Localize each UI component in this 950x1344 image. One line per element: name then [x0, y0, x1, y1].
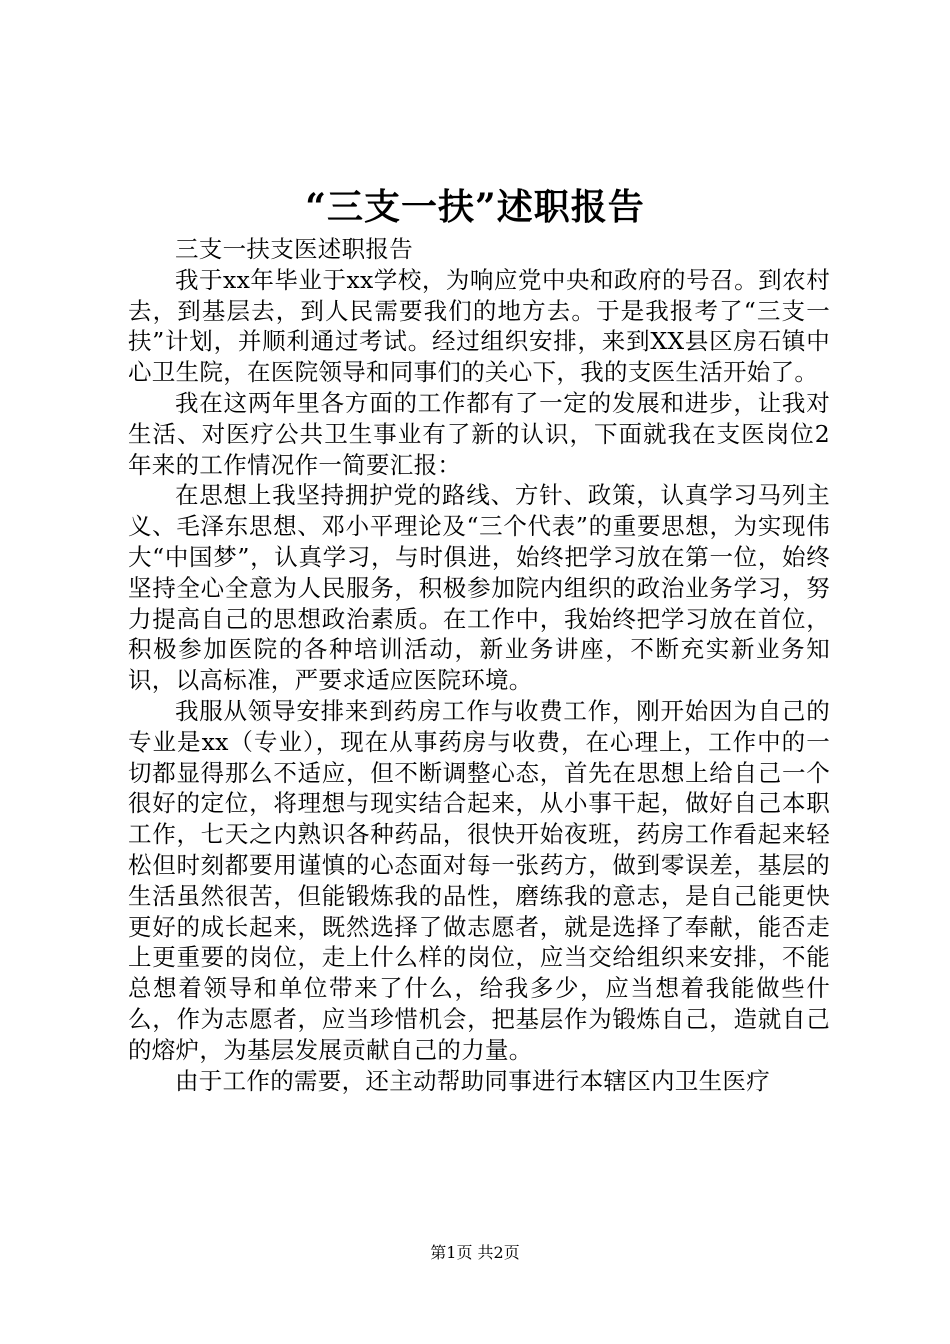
paragraph: 我于xx年毕业于xx学校，为响应党中央和政府的号召。到农村去，到基层去，到人民需要我们的地方去。于是我报考了“三支一扶”计划，并顺利通过考试。经过组织安排，来到XX县区房石镇中心卫生院，在医院领导和同事们的关心下，我的支医生活开始了。 [128, 265, 830, 387]
paragraph: 在思想上我坚持拥护党的路线、方针、政策，认真学习马列主义、毛泽东思想、邓小平理论及“三个代表”的重要思想，为实现伟大“中国梦”，认真学习，与时俱进，始终把学习放在第一位，始终坚持全心全意为人民服务，积极参加院内组织的政治业务学习，努力提高自己的思想政治素质。在工作中，我始终把学习放在首位，积极参加医院的各种培训活动，新业务讲座，不断充实新业务知识，以高标准，严要求适应医院环境。 [128, 481, 830, 695]
paragraph: 由于工作的需要，还主动帮助同事进行本辖区内卫生医疗 [175, 1066, 770, 1095]
page-number-footer: 第1页 共2页 [430, 1243, 520, 1262]
paragraph-subtitle: 三支一扶支医述职报告 [175, 235, 413, 263]
document-body [128, 234, 830, 1096]
document-title: “三支一扶”述职报告 [305, 186, 645, 228]
paragraph: 我在这两年里各方面的工作都有了一定的发展和进步，让我对生活、对医疗公共卫生事业有了新的认识，下面就我在支医岗位2年来的工作情况作一简要汇报： [128, 388, 830, 479]
paragraph: 我服从领导安排来到药房工作与收费工作，刚开始因为自己的专业是xx（专业），现在从事药房与收费，在心理上，工作中的一切都显得那么不适应，但不断调整心态，首先在思想上给自己一个很好的定位，将理想与现实结合起来，从小事干起，做好自己本职工作，七天之内熟识各种药品，很快开始夜班，药房工作看起来轻松但时刻都要用谨慎的心态面对每一张药方，做到零误差，基层的生活虽然很苦，但能锻炼我的品性，磨练我的意志，是自己能更快更好的成长起来，既然选择了做志愿者，就是选择了奉献，能否走上更重要的岗位，走上什么样的岗位，应当交给组织来安排，不能总想着领导和单位带来了什么，给我多少，应当想着我能做些什么，作为志愿者，应当珍惜机会，把基层作为锻炼自己，造就自己的熔炉，为基层发展贡献自己的力量。 [128, 696, 830, 1064]
